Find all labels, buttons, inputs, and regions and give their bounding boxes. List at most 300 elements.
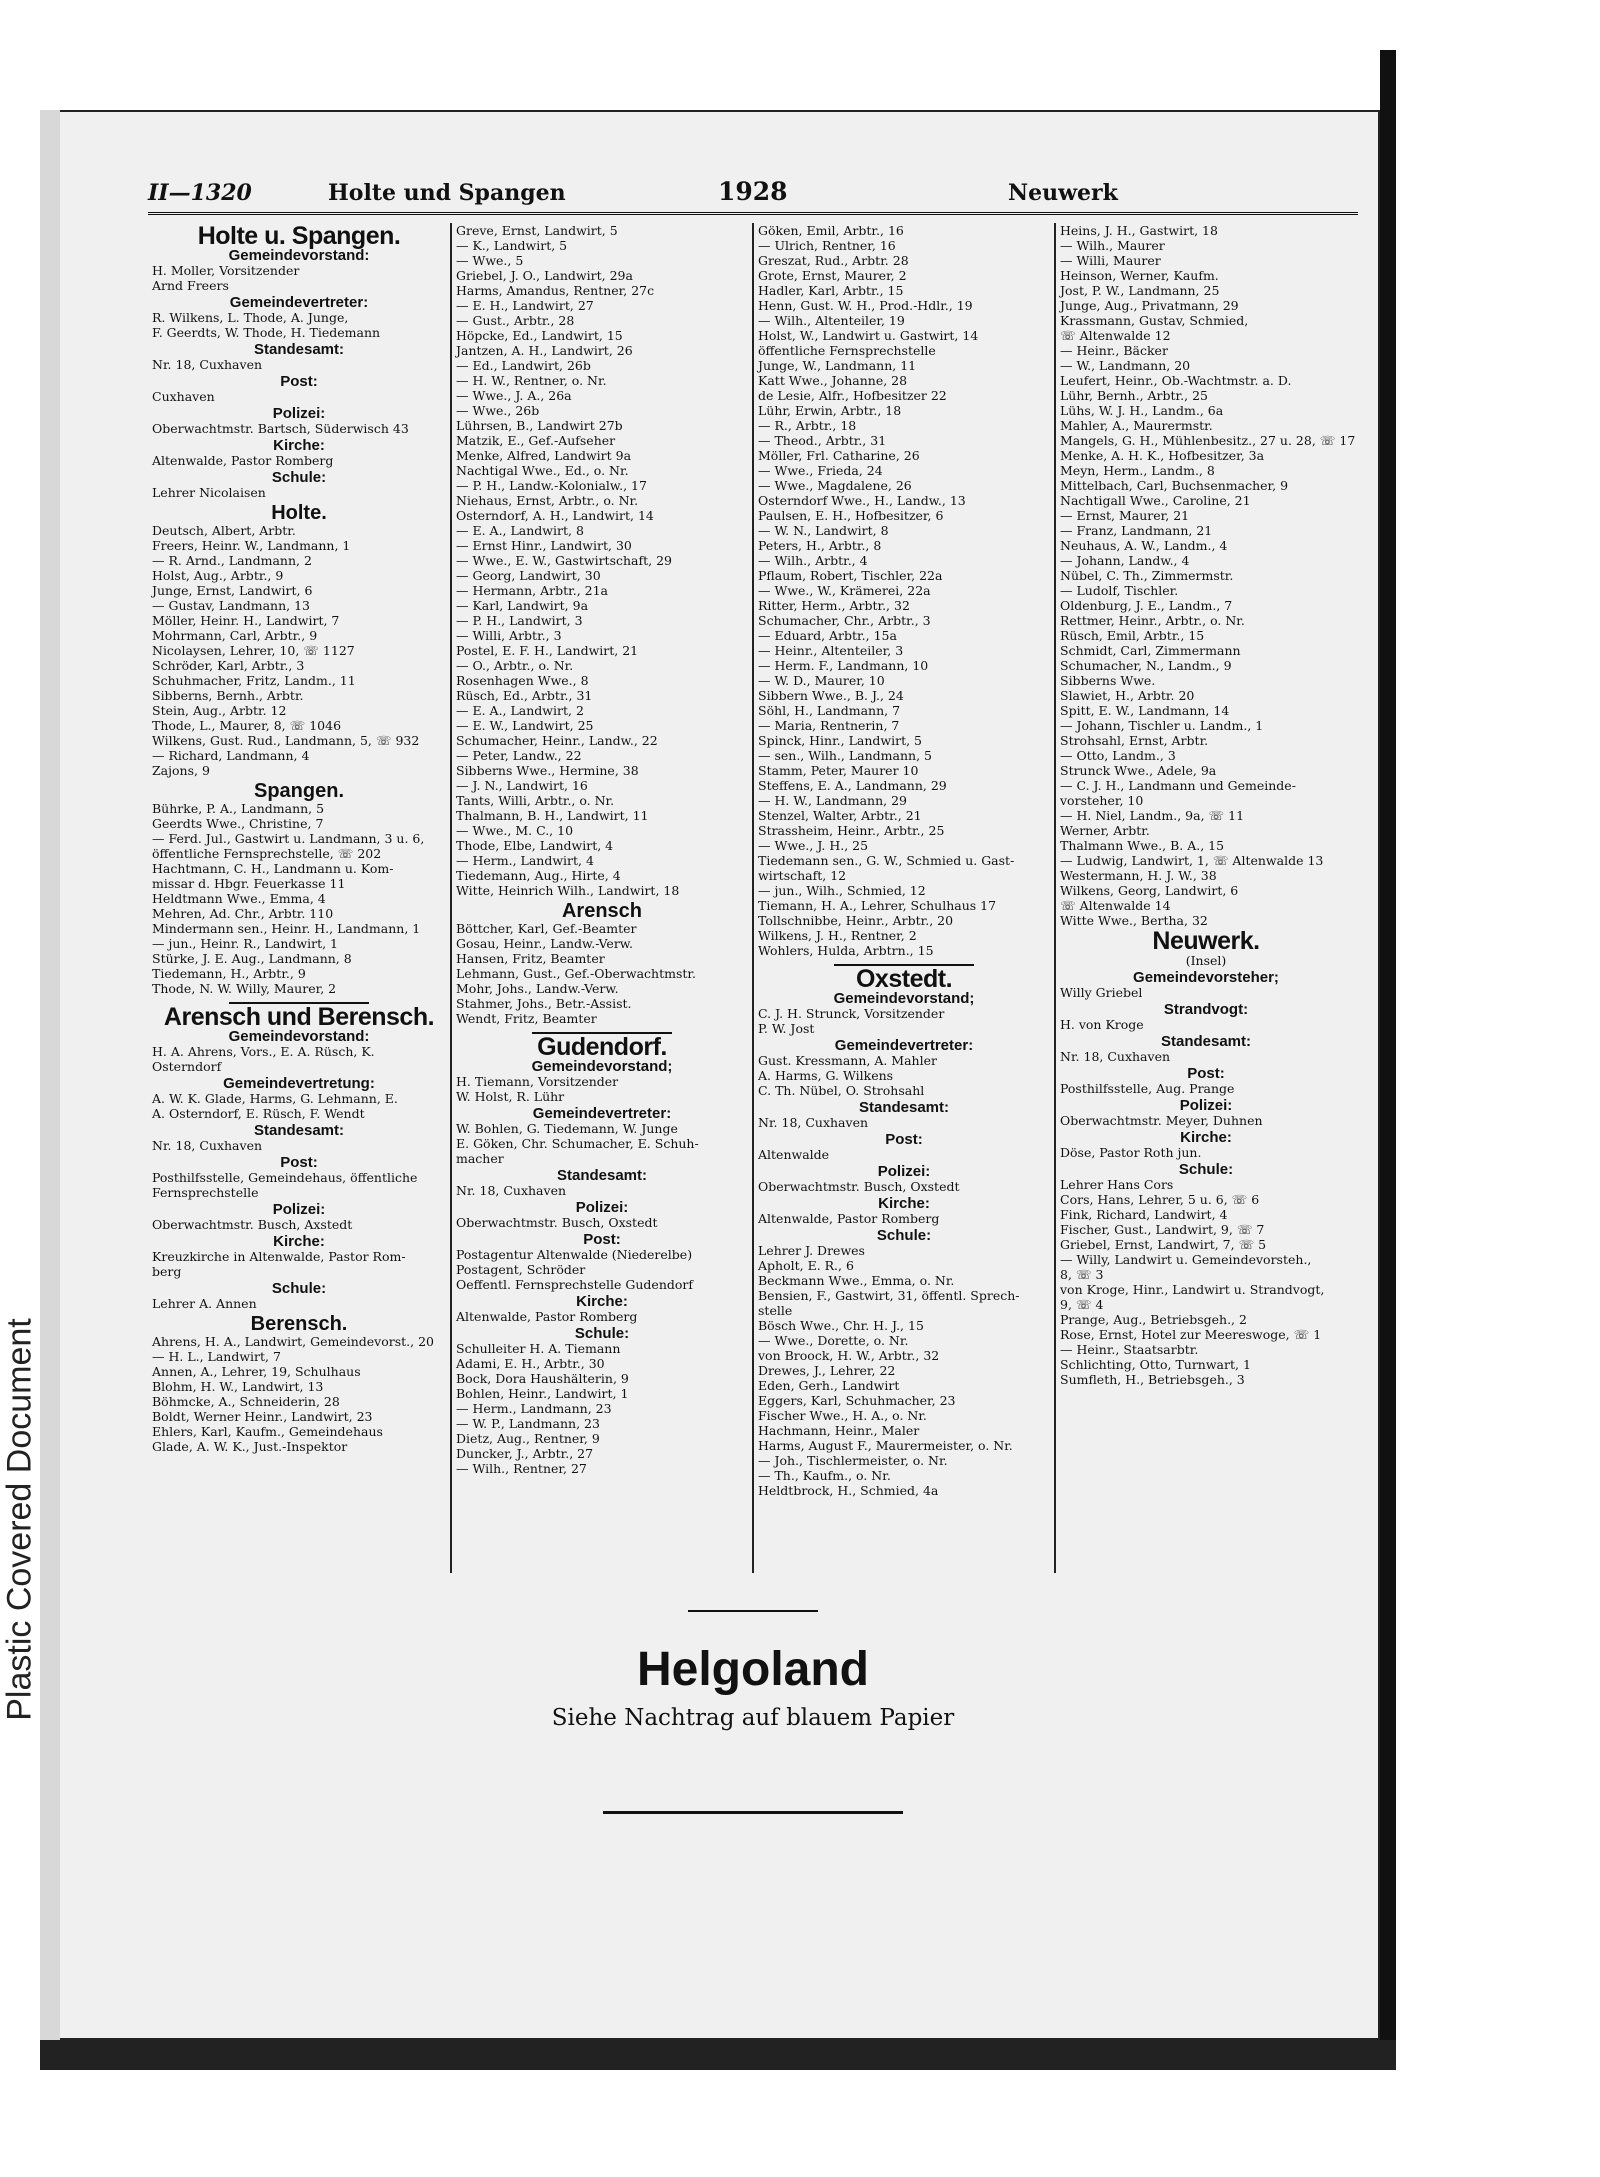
directory-entry: Osterndorf, A. H., Landwirt, 14 (456, 508, 654, 523)
directory-entry: Mohrmann, Carl, Arbtr., 9 (152, 628, 318, 643)
field-heading: Standesamt: (1160, 1033, 1252, 1050)
directory-entry: Apholt, E. R., 6 (758, 1258, 854, 1273)
field-heading: Kirche: (273, 437, 325, 454)
directory-entry: Nr. 18, Cuxhaven (152, 357, 263, 372)
directory-entry: — Wwe., 5 (456, 253, 524, 268)
field-heading: Schule: (1178, 1161, 1234, 1178)
directory-entry: Holst, Aug., Arbtr., 9 (152, 568, 284, 583)
directory-entry: Altenwalde, Pastor Romberg (456, 1309, 638, 1324)
directory-entry: Grote, Ernst, Maurer, 2 (758, 268, 907, 283)
subsection-title: Berensch. (250, 1313, 348, 1335)
directory-entry: Lehrer Hans Cors (1060, 1177, 1174, 1192)
field-heading: Gemeindevertretung: (223, 1075, 375, 1092)
directory-entry: — Wilh., Altenteiler, 19 (758, 313, 905, 328)
section-title: Arensch und Berensch. (163, 1003, 435, 1031)
column-2 (450, 223, 752, 1573)
field-heading: Gemeindevorstand; (833, 990, 975, 1007)
directory-entry: Postel, E. F. H., Landwirt, 21 (456, 643, 639, 658)
directory-entry: W. Holst, R. Lühr (456, 1089, 565, 1104)
directory-entry: Bensien, F., Gastwirt, 31, öffentl. Sprech- (758, 1288, 1020, 1303)
directory-entry: Fernsprechstelle (152, 1185, 259, 1200)
directory-entry: — Wwe., W., Krämerei, 22a (758, 583, 931, 598)
directory-entry: 9, ☏ 4 (1060, 1297, 1104, 1312)
directory-entry: Wilkens, J. H., Rentner, 2 (758, 928, 917, 943)
directory-entry: Schröder, Karl, Arbtr., 3 (152, 658, 305, 673)
directory-entry: — Ulrich, Rentner, 16 (758, 238, 896, 253)
directory-entry: Nr. 18, Cuxhaven (1060, 1049, 1171, 1064)
directory-entry: — Joh., Tischlermeister, o. Nr. (758, 1453, 948, 1468)
subsection-title: Arensch (561, 900, 643, 922)
directory-entry: — H. L., Landwirt, 7 (152, 1349, 281, 1364)
directory-entry: Oberwachtmstr. Meyer, Duhnen (1060, 1113, 1263, 1128)
field-heading: Standesamt: (253, 1122, 345, 1139)
field-heading: Standesamt: (858, 1099, 950, 1116)
directory-entry: Schumacher, Chr., Arbtr., 3 (758, 613, 931, 628)
field-heading: Schule: (271, 469, 327, 486)
directory-entry: Griebel, Ernst, Landwirt, 7, ☏ 5 (1060, 1237, 1267, 1252)
directory-entry: — H. W., Landmann, 29 (758, 793, 907, 808)
directory-entry: Henn, Gust. W. H., Prod.-Hdlr., 19 (758, 298, 973, 313)
directory-entry: — jun., Wilh., Schmied, 12 (758, 883, 926, 898)
directory-entry: W. Bohlen, G. Tiedemann, W. Junge (456, 1121, 678, 1136)
directory-entry: — Heinr., Staatsarbtr. (1060, 1342, 1199, 1357)
directory-entry: Jost, P. W., Landmann, 25 (1060, 283, 1220, 298)
directory-entry: Lehrer J. Drewes (758, 1243, 865, 1258)
directory-entry: Oberwachtmstr. Bartsch, Süderwisch 43 (152, 421, 409, 436)
directory-entry: Tiemann, H. A., Lehrer, Schulhaus 17 (758, 898, 997, 913)
directory-entry: Dietz, Aug., Rentner, 9 (456, 1431, 600, 1446)
field-heading: Strandvogt: (1163, 1001, 1249, 1018)
column-1 (148, 223, 450, 1573)
directory-entry: Greszat, Rud., Arbtr. 28 (758, 253, 909, 268)
directory-entry: Junge, Aug., Privatmann, 29 (1060, 298, 1239, 313)
directory-page (148, 170, 1358, 1970)
field-heading: Polizei: (877, 1163, 931, 1180)
directory-entry: Schulleiter H. A. Tiemann (456, 1341, 621, 1356)
directory-entry: — Herm. F., Landmann, 10 (758, 658, 929, 673)
field-heading: Gemeindevorsteher; (1133, 969, 1279, 986)
directory-entry: Oldenburg, J. E., Landm., 7 (1060, 598, 1233, 613)
directory-entry: — E. A., Landwirt, 2 (456, 703, 584, 718)
directory-entry: Drewes, J., Lehrer, 22 (758, 1363, 896, 1378)
directory-entry: Nachtigal Wwe., Ed., o. Nr. (456, 463, 629, 478)
directory-entry: Oberwachtmstr. Busch, Oxstedt (456, 1215, 658, 1230)
directory-entry: Wilkens, Gust. Rud., Landmann, 5, ☏ 932 (152, 733, 420, 748)
directory-entry: Spitt, E. W., Landmann, 14 (1060, 703, 1230, 718)
field-heading: Standesamt: (253, 341, 345, 358)
directory-entry: — Wilh., Maurer (1060, 238, 1165, 253)
directory-entry: wirtschaft, 12 (758, 868, 847, 883)
directory-entry: — R. Arnd., Landmann, 2 (152, 553, 312, 568)
directory-entry: Bührke, P. A., Landmann, 5 (152, 801, 325, 816)
directory-entry: Postagentur Altenwalde (Niederelbe) (456, 1247, 693, 1262)
directory-entry: Altenwalde, Pastor Romberg (152, 453, 334, 468)
directory-entry: Harms, Amandus, Rentner, 27c (456, 283, 655, 298)
footer-rule-top (688, 1610, 818, 1612)
directory-entry: Peters, H., Arbtr., 8 (758, 538, 882, 553)
directory-entry: A. Osterndorf, E. Rüsch, F. Wendt (152, 1106, 365, 1121)
directory-entry: Osterndorf (152, 1059, 222, 1074)
directory-entry: Eden, Gerh., Landwirt (758, 1378, 900, 1393)
directory-entry: Katt Wwe., Johanne, 28 (758, 373, 908, 388)
directory-entry: Bösch Wwe., Chr. H. J., 15 (758, 1318, 924, 1333)
directory-entry: Tiedemann, Aug., Hirte, 4 (456, 868, 621, 883)
directory-entry: Fink, Richard, Landwirt, 4 (1060, 1207, 1228, 1222)
directory-entry: Strunck Wwe., Adele, 9a (1060, 763, 1217, 778)
directory-entry: Lührsen, B., Landwirt 27b (456, 418, 623, 433)
directory-entry: Gust. Kressmann, A. Mahler (758, 1053, 937, 1068)
directory-entry: Tiedemann, H., Arbtr., 9 (152, 966, 306, 981)
directory-entry: — E. A., Landwirt, 8 (456, 523, 584, 538)
directory-entry: Nr. 18, Cuxhaven (152, 1138, 263, 1153)
directory-entry: Beckmann Wwe., Emma, o. Nr. (758, 1273, 955, 1288)
directory-entry: Slawiet, H., Arbtr. 20 (1060, 688, 1195, 703)
directory-entry: — Gust., Arbtr., 28 (456, 313, 575, 328)
directory-entry: Annen, A., Lehrer, 19, Schulhaus (152, 1364, 361, 1379)
directory-entry: — Wwe., M. C., 10 (456, 823, 574, 838)
directory-entry: Duncker, J., Arbtr., 27 (456, 1446, 594, 1461)
directory-entry: Rose, Ernst, Hotel zur Meereswoge, ☏ 1 (1060, 1327, 1322, 1342)
directory-entry: Sibberns Wwe. (1060, 673, 1156, 688)
directory-entry: E. Göken, Chr. Schumacher, E. Schuh- (456, 1136, 699, 1151)
footer-rule-bottom (603, 1811, 903, 1814)
directory-entry: Prange, Aug., Betriebsgeh., 2 (1060, 1312, 1247, 1327)
directory-entry: Lühs, W. J. H., Landm., 6a (1060, 403, 1224, 418)
directory-entry: Postagent, Schröder (456, 1262, 586, 1277)
directory-entry: F. Geerdts, W. Thode, H. Tiedemann (152, 325, 381, 340)
field-heading: Post: (280, 1154, 318, 1171)
directory-entry: — Johann, Tischler u. Landm., 1 (1060, 718, 1264, 733)
directory-entry: Nr. 18, Cuxhaven (758, 1115, 869, 1130)
directory-entry: Spinck, Hinr., Landwirt, 5 (758, 733, 923, 748)
directory-entry: Sibberns Wwe., Hermine, 38 (456, 763, 639, 778)
directory-entry: ☏ Altenwalde 12 (1060, 328, 1171, 343)
directory-entry: Wohlers, Hulda, Arbtrn., 15 (758, 943, 934, 958)
directory-entry: P. W. Jost (758, 1021, 815, 1036)
directory-entry: Möller, Heinr. H., Landwirt, 7 (152, 613, 340, 628)
directory-entry: Thalmann Wwe., B. A., 15 (1060, 838, 1225, 853)
directory-entry: — C. J. H., Landmann und Gemeinde- (1060, 778, 1296, 793)
directory-entry: de Lesie, Alfr., Hofbesitzer 22 (758, 388, 947, 403)
directory-entry: Sibbern Wwe., B. J., 24 (758, 688, 904, 703)
directory-entry: — Heinr., Bäcker (1060, 343, 1168, 358)
columns (148, 223, 1358, 1573)
directory-entry: — Ernst Hinr., Landwirt, 30 (456, 538, 632, 553)
directory-entry: — sen., Wilh., Landmann, 5 (758, 748, 932, 763)
directory-entry: — Karl, Landwirt, 9a (456, 598, 589, 613)
subsection-title: Holte. (271, 502, 327, 524)
directory-entry: — R., Arbtr., 18 (758, 418, 857, 433)
field-heading: Gemeindevertreter: (532, 1105, 672, 1122)
directory-entry: C. J. H. Strunck, Vorsitzender (758, 1006, 945, 1021)
column-3 (752, 223, 1054, 1573)
field-heading: Kirche: (273, 1233, 325, 1250)
directory-entry: — Ludwig, Landwirt, 1, ☏ Altenwalde 13 (1060, 853, 1324, 868)
section-title: Oxstedt. (855, 965, 953, 993)
directory-entry: H. von Kroge (1060, 1017, 1144, 1032)
directory-entry: Tiedemann sen., G. W., Schmied u. Gast- (758, 853, 1015, 868)
field-heading: Polizei: (272, 1201, 326, 1218)
directory-entry: macher (456, 1151, 504, 1166)
directory-entry: — Herm., Landmann, 23 (456, 1401, 612, 1416)
directory-entry: Göken, Emil, Arbtr., 16 (758, 223, 904, 238)
directory-entry: — Maria, Rentnerin, 7 (758, 718, 900, 733)
section-title: Holte u. Spangen. (197, 223, 401, 250)
directory-entry: — Wilh., Arbtr., 4 (758, 553, 868, 568)
directory-entry: Rettmer, Heinr., Arbtr., o. Nr. (1060, 613, 1245, 628)
directory-entry: Greve, Ernst, Landwirt, 5 (456, 223, 618, 238)
page-header (148, 170, 1358, 215)
directory-entry: Nübel, C. Th., Zimmermstr. (1060, 568, 1234, 583)
directory-entry: Bock, Dora Haushälterin, 9 (456, 1371, 629, 1386)
directory-entry: Holst, W., Landwirt u. Gastwirt, 14 (758, 328, 979, 343)
side-label: Plastic Covered Document (0, 1318, 39, 1721)
directory-entry: — Otto, Landm., 3 (1060, 748, 1176, 763)
directory-entry: Höpcke, Ed., Landwirt, 15 (456, 328, 623, 343)
directory-entry: Tants, Willi, Arbtr., o. Nr. (456, 793, 615, 808)
directory-entry: vorsteher, 10 (1060, 793, 1144, 808)
scan-frame-right-edge (1380, 50, 1396, 2070)
directory-entry: — Wwe., J. A., 26a (456, 388, 572, 403)
directory-entry: Harms, August F., Maurermeister, o. Nr. (758, 1438, 1013, 1453)
field-heading: Schule: (876, 1227, 932, 1244)
directory-entry: Stürke, J. E. Aug., Landmann, 8 (152, 951, 352, 966)
directory-entry: — K., Landwirt, 5 (456, 238, 568, 253)
directory-entry: Werner, Arbtr. (1060, 823, 1150, 838)
directory-entry: — Th., Kaufm., o. Nr. (758, 1468, 891, 1483)
directory-entry: Ritter, Herm., Arbtr., 32 (758, 598, 910, 613)
directory-entry: Cuxhaven (152, 389, 215, 404)
directory-entry: Sumfleth, H., Betriebsgeh., 3 (1060, 1372, 1245, 1387)
directory-entry: — W. P., Landmann, 23 (456, 1416, 600, 1431)
directory-entry: berg (152, 1264, 182, 1279)
directory-entry: öffentliche Fernsprechstelle, ☏ 202 (152, 846, 382, 861)
directory-entry: H. A. Ahrens, Vors., E. A. Rüsch, K. (152, 1044, 375, 1059)
directory-entry: Leufert, Heinr., Ob.-Wachtmstr. a. D. (1060, 373, 1292, 388)
directory-entry: Neuhaus, A. W., Landm., 4 (1060, 538, 1228, 553)
footer (148, 1610, 1358, 1814)
directory-entry: Rüsch, Ed., Arbtr., 31 (456, 688, 593, 703)
directory-entry: Oberwachtmstr. Busch, Axstedt (152, 1217, 353, 1232)
directory-entry: Altenwalde (758, 1147, 830, 1162)
directory-entry: R. Wilkens, L. Thode, A. Junge, (152, 310, 349, 325)
directory-entry: Mahler, A., Maurermstr. (1060, 418, 1213, 433)
directory-entry: Gosau, Heinr., Landw.-Verw. (456, 936, 633, 951)
field-heading: Polizei: (1179, 1097, 1233, 1114)
field-heading: Polizei: (575, 1199, 629, 1216)
field-heading: Kirche: (1180, 1129, 1232, 1146)
directory-entry: Böttcher, Karl, Gef.-Beamter (456, 921, 637, 936)
directory-entry: A. W. K. Glade, Harms, G. Lehmann, E. (152, 1091, 398, 1106)
field-heading: Post: (280, 373, 318, 390)
directory-entry: — E. W., Landwirt, 25 (456, 718, 594, 733)
directory-entry: Glade, A. W. K., Just.-Inspektor (152, 1439, 348, 1454)
directory-entry: Steffens, E. A., Landmann, 29 (758, 778, 947, 793)
directory-entry: Heldtbrock, H., Schmied, 4a (758, 1483, 939, 1498)
field-heading: Post: (885, 1131, 923, 1148)
directory-entry: Posthilfsstelle, Aug. Prange (1060, 1081, 1235, 1096)
directory-entry: Junge, W., Landmann, 11 (758, 358, 917, 373)
directory-entry: Lehmann, Gust., Gef.-Oberwachtmstr. (456, 966, 696, 981)
directory-entry: Heins, J. H., Gastwirt, 18 (1060, 223, 1218, 238)
directory-entry: Junge, Ernst, Landwirt, 6 (152, 583, 313, 598)
directory-entry: 8, ☏ 3 (1060, 1267, 1104, 1282)
field-heading: Gemeindevorstand; (531, 1058, 673, 1075)
directory-entry: — Eduard, Arbtr., 15a (758, 628, 897, 643)
field-heading: Gemeindevertreter: (834, 1037, 974, 1054)
directory-entry: Arnd Freers (152, 278, 229, 293)
directory-entry: Hachmann, Heinr., Maler (758, 1423, 920, 1438)
directory-entry: Matzik, E., Gef.-Aufseher (456, 433, 616, 448)
directory-entry: Schmidt, Carl, Zimmermann (1060, 643, 1241, 658)
directory-entry: — Wwe., J. H., 25 (758, 838, 869, 853)
directory-entry: Thode, Elbe, Landwirt, 4 (456, 838, 614, 853)
directory-entry: Boldt, Werner Heinr., Landwirt, 23 (152, 1409, 373, 1424)
directory-entry: Thalmann, B. H., Landwirt, 11 (456, 808, 649, 823)
directory-entry: — O., Arbtr., o. Nr. (456, 658, 574, 673)
section-note: (Insel) (1185, 953, 1227, 968)
field-heading: Kirche: (878, 1195, 930, 1212)
directory-entry: — H. W., Rentner, o. Nr. (456, 373, 607, 388)
directory-entry: — J. N., Landwirt, 16 (456, 778, 588, 793)
directory-entry: Oeffentl. Fernsprechstelle Gudendorf (456, 1277, 694, 1292)
directory-entry: Möller, Frl. Catharine, 26 (758, 448, 920, 463)
directory-entry: Thode, L., Maurer, 8, ☏ 1046 (152, 718, 342, 733)
directory-entry: — Wwe., Magdalene, 26 (758, 478, 912, 493)
directory-entry: Schuhmacher, Fritz, Landm., 11 (152, 673, 356, 688)
directory-entry: — P. H., Landw.-Kolonialw., 17 (456, 478, 647, 493)
field-heading: Gemeindevorstand: (228, 247, 370, 264)
directory-entry: Hansen, Fritz, Beamter (456, 951, 605, 966)
directory-entry: von Kroge, Hinr., Landwirt u. Strandvogt, (1060, 1282, 1325, 1297)
directory-entry: — Willy, Landwirt u. Gemeindevorsteh., (1060, 1252, 1312, 1267)
field-heading: Schule: (574, 1325, 630, 1342)
directory-entry: Freers, Heinr. W., Landmann, 1 (152, 538, 351, 553)
directory-entry: Zajons, 9 (152, 763, 210, 778)
directory-entry: Adami, E. H., Arbtr., 30 (456, 1356, 605, 1371)
directory-entry: — Herm., Landwirt, 4 (456, 853, 594, 868)
directory-entry: C. Th. Nübel, O. Strohsahl (758, 1083, 925, 1098)
directory-entry: Strassheim, Heinr., Arbtr., 25 (758, 823, 945, 838)
directory-entry: Deutsch, Albert, Arbtr. (152, 523, 296, 538)
directory-entry: Rüsch, Emil, Arbtr., 15 (1060, 628, 1205, 643)
directory-entry: — Ferd. Jul., Gastwirt u. Landmann, 3 u. 6, (152, 831, 425, 846)
directory-entry: Bohlen, Heinr., Landwirt, 1 (456, 1386, 629, 1401)
directory-entry: Sibberns, Bernh., Arbtr. (152, 688, 304, 703)
directory-entry: Hadler, Karl, Arbtr., 15 (758, 283, 904, 298)
directory-entry: Niehaus, Ernst, Arbtr., o. Nr. (456, 493, 639, 508)
directory-entry: Altenwalde, Pastor Romberg (758, 1211, 940, 1226)
subsection-title: Spangen. (253, 780, 344, 802)
directory-entry: — W., Landmann, 20 (1060, 358, 1191, 373)
directory-entry: — Richard, Landmann, 4 (152, 748, 310, 763)
directory-entry: Ahrens, H. A., Landwirt, Gemeindevorst., 20 (152, 1334, 435, 1349)
place-title: Holte und Spangen (328, 180, 566, 206)
field-heading: Gemeindevorstand: (228, 1028, 370, 1045)
directory-entry: — Peter, Landw., 22 (456, 748, 582, 763)
directory-entry: Cors, Hans, Lehrer, 5 u. 6, ☏ 6 (1060, 1192, 1260, 1207)
field-heading: Schule: (271, 1280, 327, 1297)
field-heading: Post: (1187, 1065, 1225, 1082)
directory-entry: Schumacher, N., Landm., 9 (1060, 658, 1232, 673)
directory-entry: Geerdts Wwe., Christine, 7 (152, 816, 324, 831)
directory-entry: von Broock, H. W., Arbtr., 32 (758, 1348, 940, 1363)
directory-entry: Schlichting, Otto, Turnwart, 1 (1060, 1357, 1251, 1372)
directory-entry: — Wwe., 26b (456, 403, 540, 418)
directory-entry: — Ernst, Maurer, 21 (1060, 508, 1190, 523)
directory-entry: — Gustav, Landmann, 13 (152, 598, 310, 613)
directory-entry: — P. H., Landwirt, 3 (456, 613, 583, 628)
directory-entry: — Wwe., Frieda, 24 (758, 463, 883, 478)
directory-entry: Mittelbach, Carl, Buchsenmacher, 9 (1060, 478, 1289, 493)
directory-entry: Heldtmann Wwe., Emma, 4 (152, 891, 326, 906)
directory-entry: Stenzel, Walter, Arbtr., 21 (758, 808, 922, 823)
directory-entry: Schumacher, Heinr., Landw., 22 (456, 733, 658, 748)
directory-entry: Griebel, J. O., Landwirt, 29a (456, 268, 633, 283)
directory-entry: missar d. Hbgr. Feuerkasse 11 (152, 876, 346, 891)
directory-entry: Jantzen, A. H., Landwirt, 26 (456, 343, 633, 358)
field-heading: Gemeindevertreter: (229, 294, 369, 311)
year: 1928 (718, 177, 788, 206)
directory-entry: Mangels, G. H., Mühlenbesitz., 27 u. 28, ☏ 17 (1060, 433, 1356, 448)
directory-entry: Fischer, Gust., Landwirt, 9, ☏ 7 (1060, 1222, 1265, 1237)
directory-entry: H. Tiemann, Vorsitzender (456, 1074, 619, 1089)
directory-entry: — Johann, Landw., 4 (1060, 553, 1190, 568)
directory-entry: — Hermann, Arbtr., 21a (456, 583, 609, 598)
directory-entry: Eggers, Karl, Schuhmacher, 23 (758, 1393, 956, 1408)
directory-entry: Söhl, H., Landmann, 7 (758, 703, 901, 718)
directory-entry: Kreuzkirche in Altenwalde, Pastor Rom- (152, 1249, 406, 1264)
directory-entry: H. Moller, Vorsitzender (152, 263, 300, 278)
directory-entry: — Wilh., Rentner, 27 (456, 1461, 587, 1476)
directory-entry: Menke, Alfred, Landwirt 9a (456, 448, 632, 463)
directory-entry: stelle (758, 1303, 793, 1318)
directory-entry: Oberwachtmstr. Busch, Oxstedt (758, 1179, 960, 1194)
field-heading: Polizei: (272, 405, 326, 422)
directory-entry: Willy Griebel (1060, 985, 1143, 1000)
directory-entry: Westermann, H. J. W., 38 (1060, 868, 1217, 883)
directory-entry: A. Harms, G. Wilkens (758, 1068, 894, 1083)
directory-entry: öffentliche Fernsprechstelle (758, 343, 936, 358)
directory-entry: Krassmann, Gustav, Schmied, (1060, 313, 1249, 328)
field-heading: Post: (583, 1231, 621, 1248)
directory-entry: — Georg, Landwirt, 30 (456, 568, 601, 583)
field-heading: Standesamt: (556, 1167, 648, 1184)
directory-entry: Lühr, Bernh., Arbtr., 25 (1060, 388, 1208, 403)
directory-entry: — W. N., Landwirt, 8 (758, 523, 889, 538)
directory-entry: — W. D., Maurer, 10 (758, 673, 885, 688)
directory-entry: Lehrer Nicolaisen (152, 485, 266, 500)
directory-entry: — Franz, Landmann, 21 (1060, 523, 1213, 538)
directory-entry: Hachtmann, C. H., Landmann u. Kom- (152, 861, 394, 876)
directory-entry: — Wwe., E. W., Gastwirtschaft, 29 (456, 553, 672, 568)
directory-entry: Wendt, Fritz, Beamter (456, 1011, 597, 1026)
footer-subtitle: Siehe Nachtrag auf blauem Papier (551, 1705, 955, 1731)
page-number: II—1320 (148, 180, 252, 206)
directory-entry: Stein, Aug., Arbtr. 12 (152, 703, 287, 718)
directory-entry: Thode, N. W. Willy, Maurer, 2 (152, 981, 337, 996)
directory-entry: Mehren, Ad. Chr., Arbtr. 110 (152, 906, 334, 921)
directory-entry: Menke, A. H. K., Hofbesitzer, 3a (1060, 448, 1265, 463)
column-4 (1054, 223, 1356, 1573)
directory-entry: Posthilfsstelle, Gemeindehaus, öffentliche (152, 1170, 418, 1185)
directory-entry: Heinson, Werner, Kaufm. (1060, 268, 1219, 283)
directory-entry: — Willi, Arbtr., 3 (456, 628, 562, 643)
scan-frame-bottom-edge (40, 2040, 1396, 2070)
directory-entry: — H. Niel, Landm., 9a, ☏ 11 (1060, 808, 1245, 823)
directory-entry: Lehrer A. Annen (152, 1296, 257, 1311)
directory-entry: — Wwe., Dorette, o. Nr. (758, 1333, 909, 1348)
